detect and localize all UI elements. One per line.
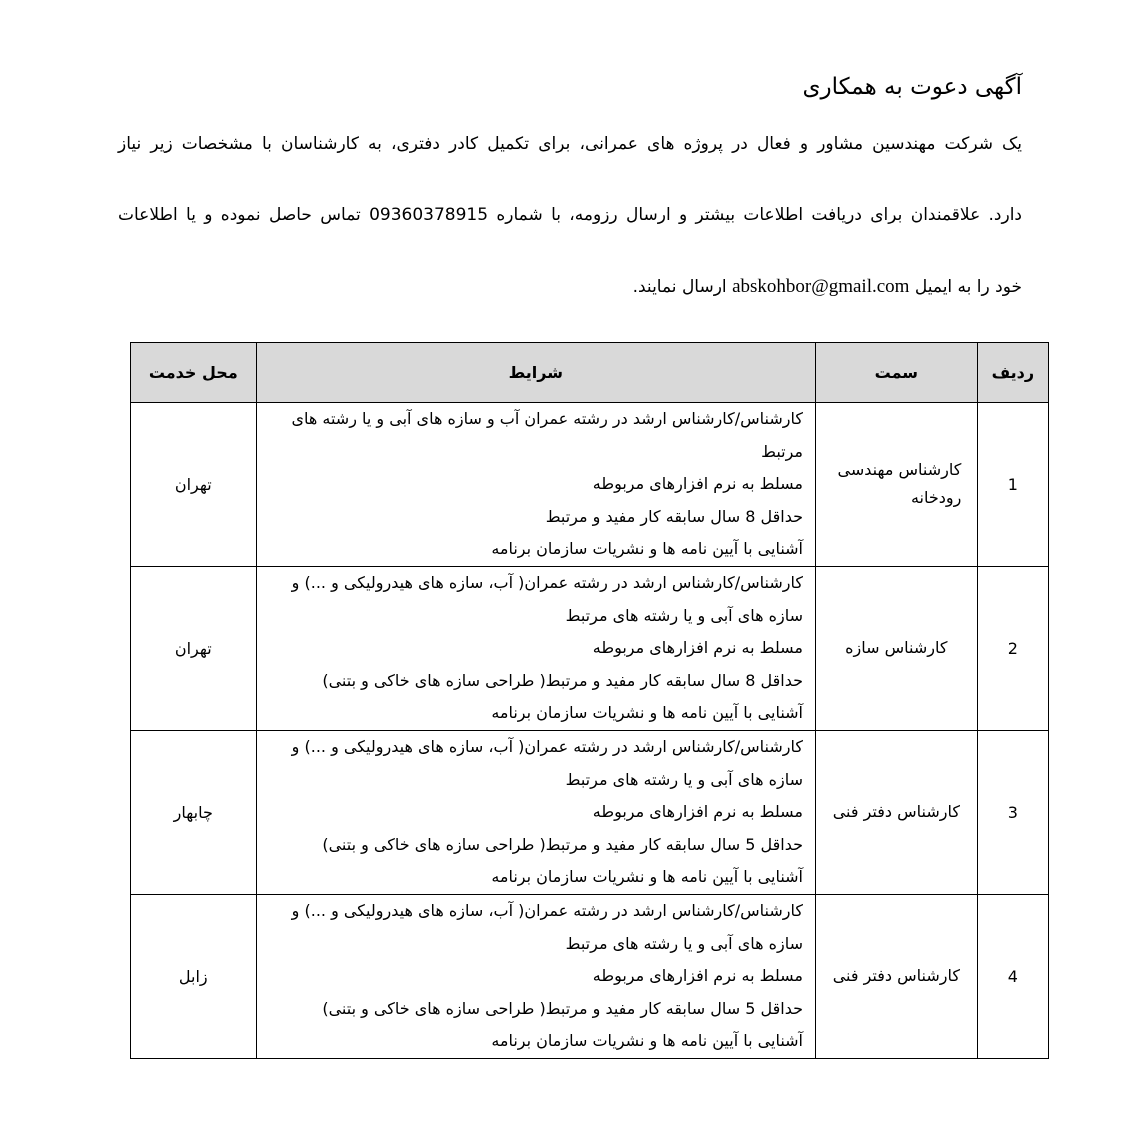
header-row-number: ردیف bbox=[977, 343, 1048, 403]
intro-line-3 bbox=[118, 276, 1022, 298]
position-title: کارشناس مهندسی رودخانه bbox=[837, 460, 962, 508]
intro-text: ارسال نمایند. bbox=[632, 277, 727, 297]
position-cell bbox=[816, 730, 978, 894]
intro-line-1 bbox=[118, 134, 1022, 154]
location-cell: تهران bbox=[131, 403, 257, 567]
condition-item: حداقل 8 سال سابقه کار مفید و مرتبط bbox=[545, 506, 803, 526]
position-cell bbox=[816, 403, 978, 567]
table-row bbox=[131, 894, 1049, 1058]
condition-item: حداقل 5 سال سابقه کار مفید و مرتبط( طراحی سازه های خاکی و بتنی) bbox=[322, 998, 803, 1018]
email-address: abskohbor@gmail.com bbox=[732, 276, 910, 297]
row-number: 4 bbox=[977, 894, 1048, 1058]
position-title: کارشناس دفتر فنی bbox=[832, 802, 960, 822]
row-number: 2 bbox=[977, 566, 1048, 730]
condition-item: کارشناس/کارشناس ارشد در رشته عمران( آب، سازه های هیدرولیکی و ...) و سازه های آبی و یا رشته های مرتبط bbox=[291, 572, 803, 625]
row-number: 3 bbox=[977, 730, 1048, 894]
location-cell: زابل bbox=[131, 894, 257, 1058]
condition-item: کارشناس/کارشناس ارشد در رشته عمران( آب، سازه های هیدرولیکی و ...) و سازه های آبی و یا رشته های مرتبط bbox=[291, 736, 803, 789]
condition-item: آشنایی با آیین نامه ها و نشریات سازمان برنامه bbox=[491, 1031, 803, 1051]
condition-item: کارشناس/کارشناس ارشد در رشته عمران( آب، سازه های هیدرولیکی و ...) و سازه های آبی و یا رشته های مرتبط bbox=[291, 900, 803, 953]
row-number: 1 bbox=[977, 403, 1048, 567]
location-cell: چابهار bbox=[131, 730, 257, 894]
intro-text: دارد. علاقمندان برای دریافت اطلاعات بیشتر و ارسال رزومه، با شماره bbox=[496, 205, 1023, 225]
intro-text: یک شرکت مهندسین مشاور و فعال در پروژه های عمرانی، برای تکمیل کادر دفتری، به کارشناسان با مشخصات زیر نیاز bbox=[118, 134, 1022, 154]
condition-item: مسلط به نرم افزارهای مربوطه bbox=[592, 474, 803, 494]
conditions-cell bbox=[256, 894, 815, 1058]
table-row bbox=[131, 730, 1049, 894]
position-cell bbox=[816, 566, 978, 730]
conditions-cell bbox=[256, 566, 815, 730]
header-conditions: شرایط bbox=[256, 343, 815, 403]
page-title: آگهی دعوت به همکاری bbox=[802, 74, 1022, 100]
position-title: کارشناس سازه bbox=[845, 638, 948, 658]
condition-item: حداقل 5 سال سابقه کار مفید و مرتبط( طراحی سازه های خاکی و بتنی) bbox=[322, 834, 803, 854]
condition-item: آشنایی با آیین نامه ها و نشریات سازمان برنامه bbox=[491, 703, 803, 723]
condition-item: مسلط به نرم افزارهای مربوطه bbox=[592, 802, 803, 822]
table-header-row bbox=[131, 343, 1049, 403]
condition-item: آشنایی با آیین نامه ها و نشریات سازمان برنامه bbox=[491, 867, 803, 887]
position-title: کارشناس دفتر فنی bbox=[832, 966, 960, 986]
condition-item: مسلط به نرم افزارهای مربوطه bbox=[592, 966, 803, 986]
intro-line-2 bbox=[118, 205, 1022, 225]
header-location: محل خدمت bbox=[131, 343, 257, 403]
condition-item: آشنایی با آیین نامه ها و نشریات سازمان برنامه bbox=[491, 539, 803, 559]
table-row bbox=[131, 403, 1049, 567]
header-position: سمت bbox=[816, 343, 978, 403]
location-cell: تهران bbox=[131, 566, 257, 730]
conditions-cell bbox=[256, 730, 815, 894]
conditions-cell bbox=[256, 403, 815, 567]
condition-item: حداقل 8 سال سابقه کار مفید و مرتبط( طراحی سازه های خاکی و بتنی) bbox=[322, 670, 803, 690]
intro-text: خود را به ایمیل bbox=[914, 277, 1022, 297]
intro-text: تماس حاصل نموده و یا اطلاعات bbox=[118, 205, 361, 225]
phone-number: 09360378915 bbox=[369, 205, 489, 225]
condition-item: مسلط به نرم افزارهای مربوطه bbox=[592, 638, 803, 658]
condition-item: کارشناس/کارشناس ارشد در رشته عمران آب و سازه های آبی و یا رشته های مرتبط bbox=[291, 409, 803, 461]
jobs-table bbox=[130, 342, 1049, 1059]
position-cell bbox=[816, 894, 978, 1058]
table-row bbox=[131, 566, 1049, 730]
